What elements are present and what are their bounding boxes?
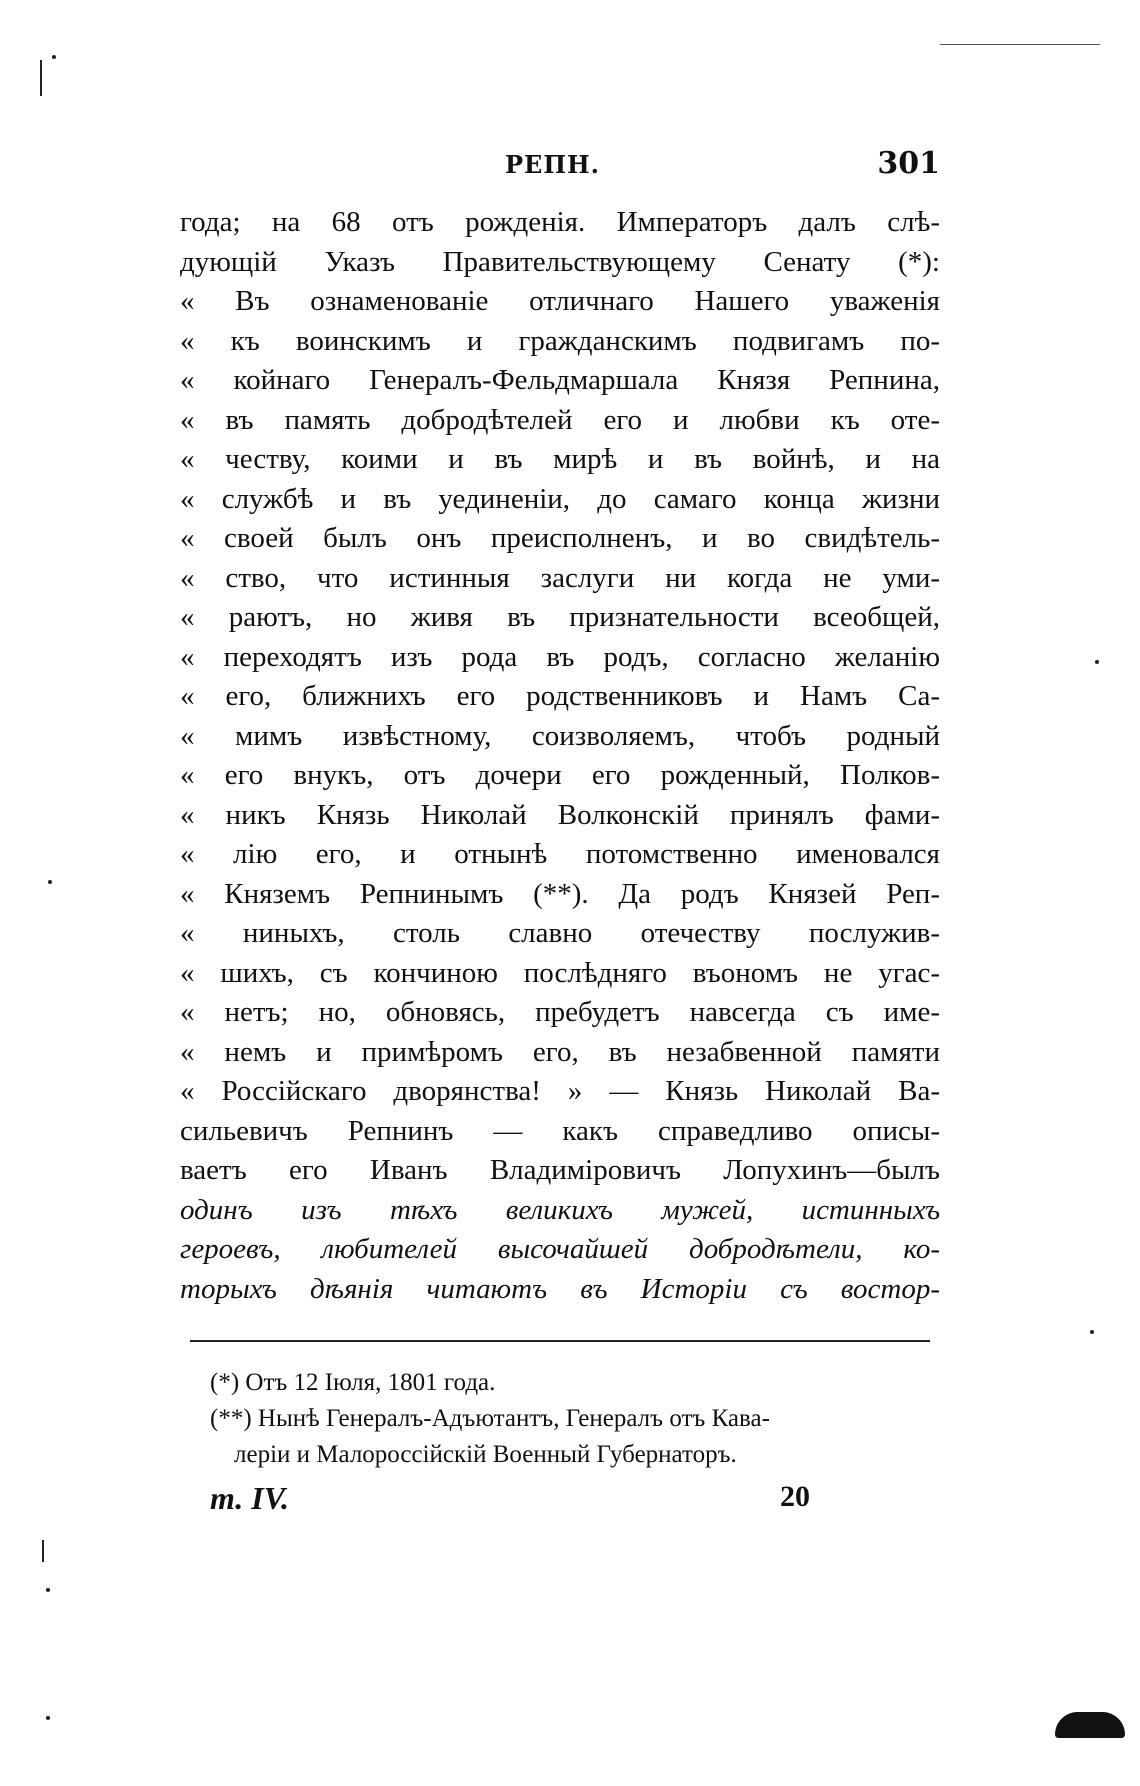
text-line: « Княземъ Репнинымъ (**). Да родъ Князей Реп- <box>180 877 940 910</box>
text-line: « его внукъ, отъ дочери его рожденный, Полков- <box>180 759 940 791</box>
page-header <box>180 146 940 190</box>
text-line: « ство, что истинныя заслуги ни когда не уми- <box>180 561 940 594</box>
footnote-2-continuation: леріи и Малороссійскій Военный Губернаторъ. <box>234 1441 737 1468</box>
text-line-italic: торыхъ дѣянія читаютъ въ Исторіи съ востор- <box>180 1272 940 1305</box>
text-line-italic: героевъ, любителей высочайшей добродѣтели, ко- <box>180 1233 940 1265</box>
text-line: года; на 68 отъ рожденія. Императоръ далъ слѣ- <box>180 206 940 238</box>
scan-speck <box>52 55 56 59</box>
scan-speck <box>46 1716 50 1720</box>
text-line: « Въ ознаменованіе отличнаго Нашего уваженія <box>180 285 940 317</box>
text-line: дующій Указъ Правительствующему Сенату (*): <box>180 245 940 278</box>
footnote-rule <box>190 1340 930 1342</box>
text-line: « нетъ; но, обновясь, пребудетъ навсегда съ име- <box>180 996 940 1028</box>
scan-speck <box>1095 660 1099 664</box>
volume-mark: т. IV. <box>210 1480 289 1516</box>
text-line: « своей былъ онъ преисполненъ, и во свидѣтель- <box>180 522 940 554</box>
scan-top-rule <box>940 44 1100 45</box>
body-text <box>180 203 940 1309</box>
text-line-italic: одинъ изъ тѣхъ великихъ мужей, истинныхъ <box>180 1193 940 1226</box>
text-line: « службѣ и въ уединеніи, до самаго конца жизни <box>180 482 940 515</box>
text-line: « лію его, и отнынѣ потомственно именовался <box>180 838 940 870</box>
text-line: « переходятъ изъ рода въ родъ, согласно желанію <box>180 640 940 673</box>
sheet-number: 20 <box>780 1480 810 1513</box>
text-line: « Россійскаго дворянства! » — Князь Николай Ва- <box>180 1075 940 1107</box>
page-number: 301 <box>877 146 940 181</box>
scan-edge-mark-top <box>40 60 42 96</box>
running-head: РЕПН. <box>505 150 601 179</box>
text-line: « никъ Князь Николай Волконскій принялъ фами- <box>180 798 940 831</box>
printer-signature <box>210 1480 810 1524</box>
text-line: « къ воинскимъ и гражданскимъ подвигамъ по- <box>180 324 940 357</box>
text-line: « его, ближнихъ его родственниковъ и Намъ Са- <box>180 680 940 712</box>
scan-edge-mark-bottom <box>42 1540 44 1562</box>
text-line: сильевичъ Репнинъ — какъ справедливо описы- <box>180 1114 940 1147</box>
text-line: « мимъ извѣстному, соизволяемъ, чтобъ родный <box>180 719 940 752</box>
text-line: « ниныхъ, столь славно отечеству послужив- <box>180 917 940 949</box>
text-line: ваетъ его Иванъ Владиміровичъ Лопухинъ—былъ <box>180 1154 940 1186</box>
scan-speck <box>46 1588 50 1592</box>
ink-blot <box>1055 1712 1125 1738</box>
footnote-2: (**) Нынѣ Генералъ-Адъютантъ, Генералъ отъ Кава- <box>210 1405 770 1432</box>
scan-speck <box>48 880 52 884</box>
footnotes <box>210 1365 920 1473</box>
footnote-1: (*) Отъ 12 Іюля, 1801 года. <box>210 1369 496 1396</box>
text-line: « раютъ, но живя въ признательности всеобщей, <box>180 601 940 633</box>
text-line: « честву, коими и въ мирѣ и въ войнѣ, и на <box>180 443 940 475</box>
scan-speck <box>1090 1330 1094 1334</box>
text-line: « въ память добродѣтелей его и любви къ оте- <box>180 403 940 436</box>
text-line: « койнаго Генералъ-Фельдмаршала Князя Репнина, <box>180 364 940 396</box>
text-line: « шихъ, съ кончиною послѣдняго въономъ не угас- <box>180 956 940 989</box>
text-line: « немъ и примѣромъ его, въ незабвенной памяти <box>180 1035 940 1068</box>
